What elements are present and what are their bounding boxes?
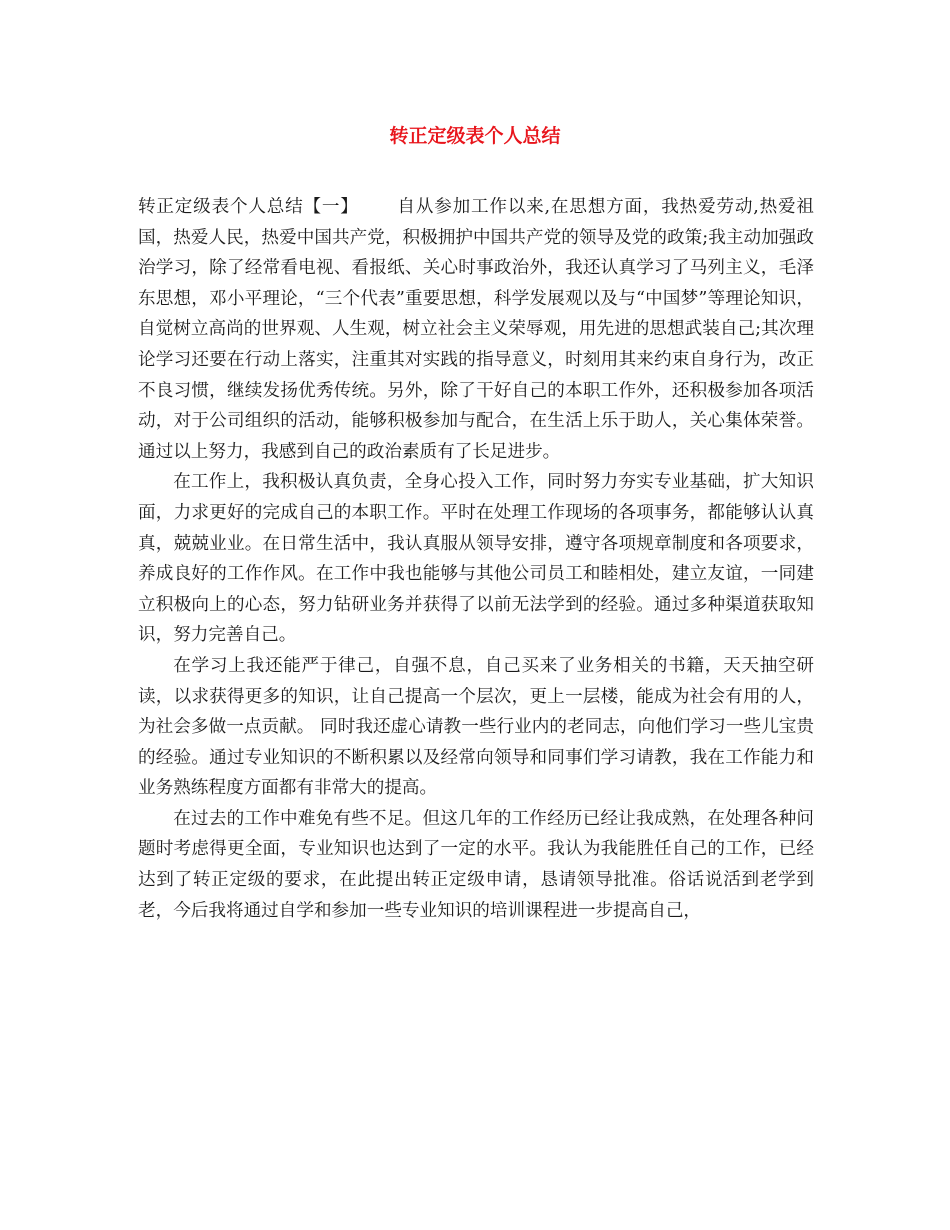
paragraph-1 — [138, 192, 814, 467]
paragraph-2: 在工作上，我积极认真负责，全身心投入工作，同时努力夯实专业基础，扩大知识面，力求更好的完成自己的本职工作。平时在处理工作现场的各项事务，都能够认认真真，兢兢业业。在日常生活中，我认真服从领导安排，遵守各项规章制度和各项要求，养成良好的工作作风。在工作中我也能够与其他公司员工和睦相处，建立友谊，一同建立积极向上的心态，努力钻研业务并获得了以前无法学到的经验。通过多种渠道获取知识，努力完善自己。 — [138, 472, 814, 646]
section-heading: 转正定级表个人总结【一】 — [138, 197, 359, 217]
paragraph-3: 在学习上我还能严于律己，自强不息，自己买来了业务相关的书籍，天天抽空研读，以求获得更多的知识，让自己提高一个层次，更上一层楼，能成为社会有用的人，为社会多做一点贡献。 同时我还虚心请教一些行业内的老同志，向他们学习一些儿宝贵的经验。通过专业知识的不断积累以及经常向领导和同事们学习请教，我在工作能力和业务熟练程度方面都有非常大的提高。 — [138, 655, 814, 799]
paragraph-4: 在过去的工作中难免有些不足。但这几年的工作经历已经让我成熟，在处理各种问题时考虑得更全面，专业知识也达到了一定的水平。我认为我能胜任自己的工作，已经达到了转正定级的要求，在此提出转正定级申请，恳请领导批准。俗话说活到老学到老，今后我将通过自学和参加一些专业知识的培训课程进一步提高自己， — [138, 808, 814, 921]
document-title: 转正定级表个人总结 — [389, 125, 561, 147]
paragraph-1-text: 自从参加工作以来,在思想方面，我热爱劳动,热爱祖国，热爱人民，热爱中国共产党，积极拥护中国共产党的领导及党的政策;我主动加强政治学习，除了经常看电视、看报纸、关心时事政治外，我还认真学习了马列主义，毛泽东思想，邓小平理论，“三个代表”重要思想，科学发展观以及与“中国梦”等理论知识，自觉树立高尚的世界观、人生观，树立社会主义荣辱观，用先进的思想武装自己;其次理论学习还要在行动上落实，注重其对实践的指导意义，时刻用其来约束自身行为，改正不良习惯，继续发扬优秀传统。另外，除了干好自己的本职工作外，还积极参加各项活动，对于公司组织的活动，能够积极参加与配合，在生活上乐于助人，关心集体荣誉。通过以上努力，我感到自己的政治素质有了长足进步。 — [138, 197, 814, 462]
document-body — [138, 192, 814, 926]
